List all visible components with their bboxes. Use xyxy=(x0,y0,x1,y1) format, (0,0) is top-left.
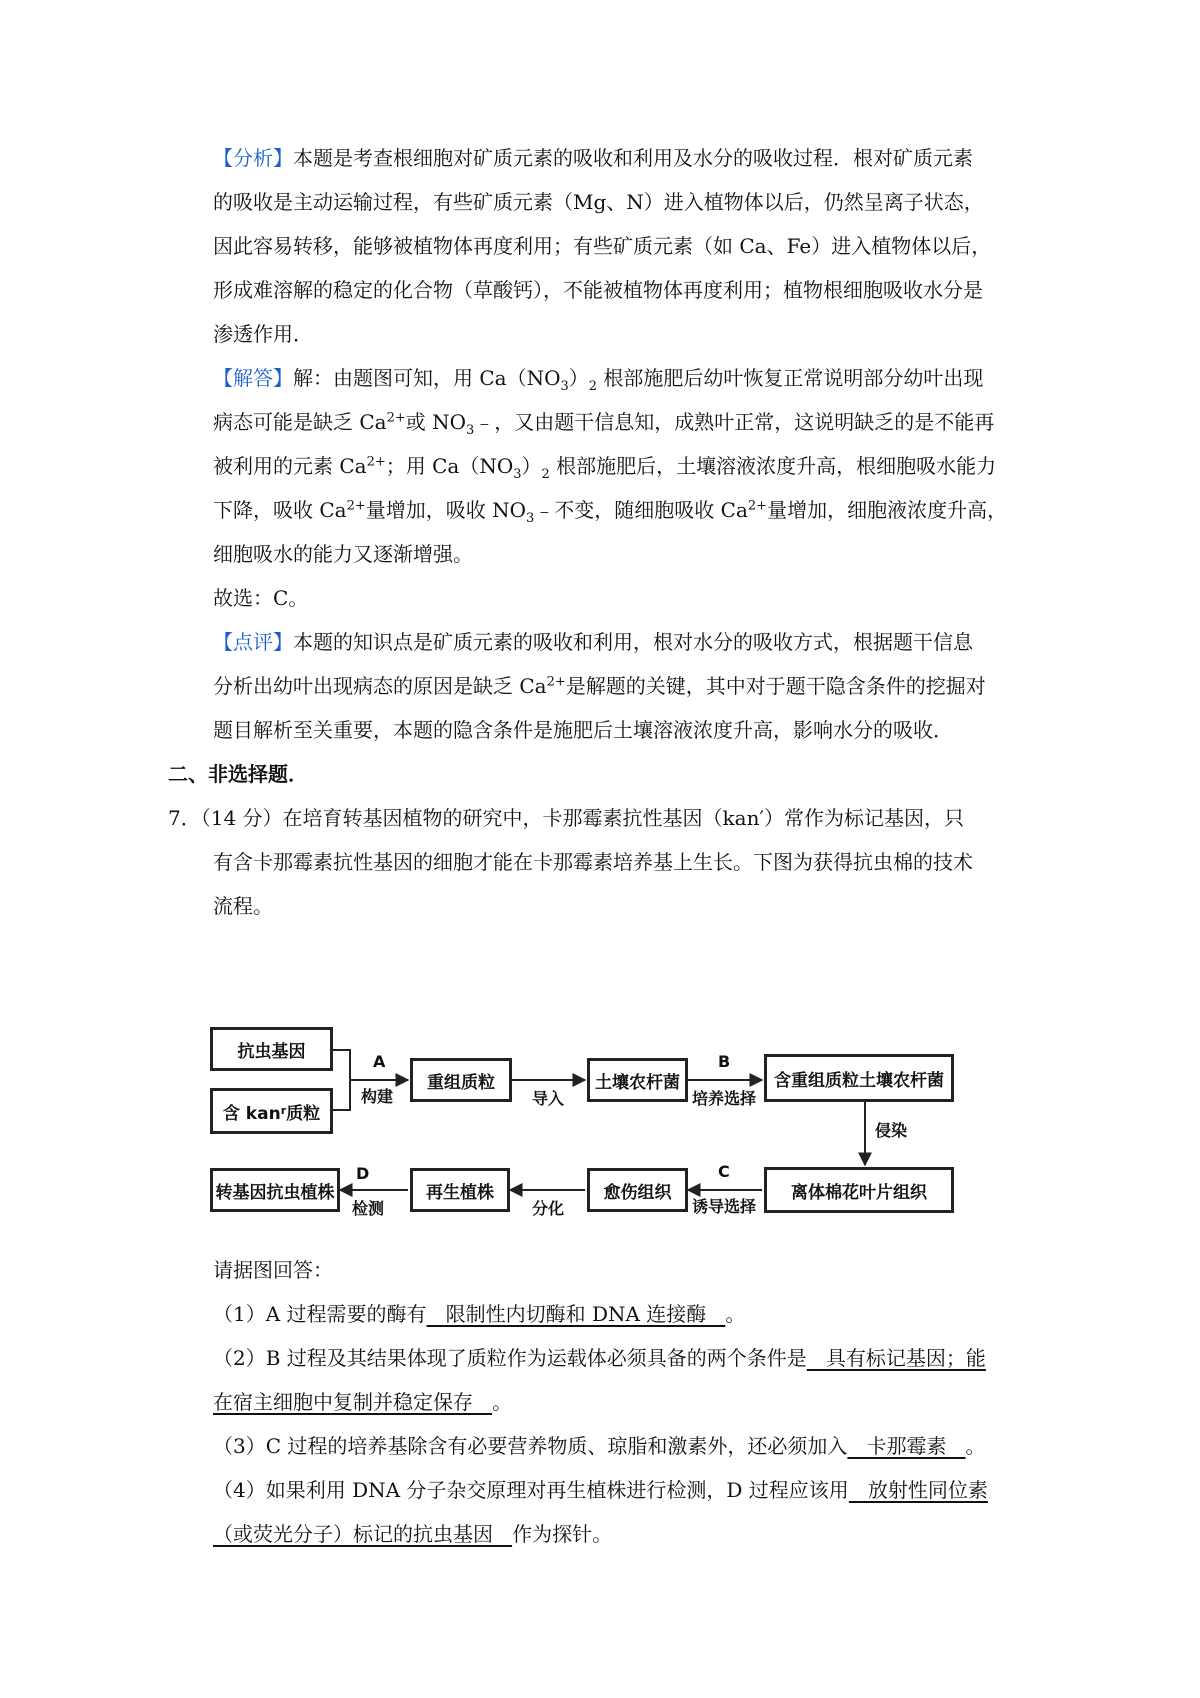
answer-blank-2b: 在宿主细胞中复制并稳定保存 xyxy=(213,1390,493,1414)
box-cotton-leaf-tissue: 离体棉花叶片组织 xyxy=(764,1167,954,1213)
answer-blank-4a: 放射性同位素 xyxy=(848,1478,988,1502)
prompt-text: 请据图回答： xyxy=(213,1258,333,1282)
box-insect-resistance-gene: 抗虫基因 xyxy=(210,1027,333,1071)
sub-question-3: （3）C 过程的培养基除含有必要营养物质、琼脂和激素外，还必须加入 卡那霉素 。 xyxy=(213,1434,986,1458)
sub-question-1: （1）A 过程需要的酶有 限制性内切酶和 DNA 连接酶 。 xyxy=(213,1302,746,1326)
answer-blank-1: 限制性内切酶和 DNA 连接酶 xyxy=(426,1302,726,1326)
comment-line-1: 【点评】本题的知识点是矿质元素的吸收和利用，根对水分的吸收方式，根据题干信息 xyxy=(213,630,973,654)
sub-question-4-cont: （或荧光分子）标记的抗虫基因 作为探针。 xyxy=(213,1522,613,1546)
section-heading: 二、非选择题． xyxy=(168,762,308,786)
label-differentiate: 分化 xyxy=(532,1199,565,1218)
label-import: 导入 xyxy=(532,1089,565,1108)
question-line-2: 有含卡那霉素抗性基因的细胞才能在卡那霉素培养基上生长。下图为获得抗虫棉的技术 xyxy=(213,850,973,874)
answer-line-1: 【解答】解：由题图可知，用 $Ca(NO_3)_2$ 根部施肥后幼叶恢复正常说明部分幼叶出现 xyxy=(213,366,984,394)
comment-tag: 【点评】 xyxy=(213,630,293,654)
label-detect: 检测 xyxy=(352,1199,385,1218)
box-kan-plasmid: 含 kan r 质粒 xyxy=(210,1088,333,1134)
analysis-line-2: 的吸收是主动运输过程，有些矿质元素（Mg、N）进入植物体以后，仍然呈离子状态， xyxy=(213,190,984,214)
process-flowchart xyxy=(210,1022,960,1232)
box-regenerated-plant: 再生植株 xyxy=(410,1168,510,1212)
label-infect: 侵染 xyxy=(875,1121,908,1140)
answer-line-5: 细胞吸水的能力又逐渐增强。 xyxy=(213,542,473,566)
answer-line-2: 病态可能是缺乏 $Ca^{2+}$或 $NO_3﹣$，又由题干信息知，成熟叶正常，这说明缺乏的是不能再 xyxy=(213,410,995,438)
sub-question-2: （2）B 过程及其结果体现了质粒作为运载体必须具备的两个条件是 具有标记基因；能 xyxy=(213,1346,986,1370)
analysis-tag: 【分析】 xyxy=(213,146,293,170)
answer-line-3: 被利用的元素 $Ca^{2+}$；用 $Ca(NO_3)_2$ 根部施肥后，土壤溶液浓度升高，根细胞吸水能力 xyxy=(213,454,997,482)
answer-choice: 故选：C。 xyxy=(213,586,309,610)
box-agrobacterium-with-recombinant: 含重组质粒土壤农杆菌 xyxy=(764,1054,954,1102)
analysis-line-4: 形成难溶解的稳定的化合物（草酸钙），不能被植物体再度利用；植物根细胞吸收水分是 xyxy=(213,278,983,302)
sub-question-4: （4）如果利用 DNA 分子杂交原理对再生植株进行检测，D 过程应该用 放射性同位素 xyxy=(213,1478,988,1502)
label-d: D xyxy=(356,1164,370,1183)
label-induce-select: 诱导选择 xyxy=(692,1197,757,1216)
comment-line-2: 分析出幼叶出现病态的原因是缺乏 $Ca^{2+}$是解题的关键，其中对于题干隐含条件的挖掘对 xyxy=(213,674,986,698)
analysis-line-5: 渗透作用． xyxy=(213,322,313,346)
answer-blank-2a: 具有标记基因；能 xyxy=(806,1346,986,1370)
comment-line-3: 题目解析至关重要，本题的隐含条件是施肥后土壤溶液浓度升高，影响水分的吸收． xyxy=(213,718,953,742)
answer-line-4: 下降，吸收 $Ca^{2+}$量增加，吸收 $NO_3﹣$不变，随细胞吸收 $Ca^{2+}$量增加，细胞液浓度升高， xyxy=(213,498,1008,526)
sub-question-2-cont: 在宿主细胞中复制并稳定保存 。 xyxy=(213,1390,513,1414)
answer-blank-4b: （或荧光分子）标记的抗虫基因 xyxy=(213,1522,513,1546)
box-agrobacterium: 土壤农杆菌 xyxy=(587,1058,688,1102)
answer-tag: 【解答】 xyxy=(213,366,293,390)
label-culture-select: 培养选择 xyxy=(692,1089,757,1108)
box-callus: 愈伤组织 xyxy=(587,1168,688,1212)
label-a: A xyxy=(373,1052,386,1071)
question-line-1: 7．（14 分）在培育转基因植物的研究中，卡那霉素抗性基因（kan′）常作为标记基因，只 xyxy=(168,806,964,830)
box-transgenic-plant: 转基因抗虫植株 xyxy=(210,1168,340,1212)
label-c: C xyxy=(718,1162,730,1181)
analysis-line-3: 因此容易转移，能够被植物体再度利用；有些矿质元素（如 Ca、Fe）进入植物体以后， xyxy=(213,234,992,258)
answer-blank-3: 卡那霉素 xyxy=(847,1434,966,1458)
analysis-line-1: 【分析】本题是考查根细胞对矿质元素的吸收和利用及水分的吸收过程．根对矿质元素 xyxy=(213,146,973,170)
question-line-3: 流程。 xyxy=(213,894,273,918)
box-recombinant-plasmid: 重组质粒 xyxy=(410,1058,512,1102)
label-b: B xyxy=(718,1052,731,1071)
label-construct: 构建 xyxy=(361,1087,394,1106)
